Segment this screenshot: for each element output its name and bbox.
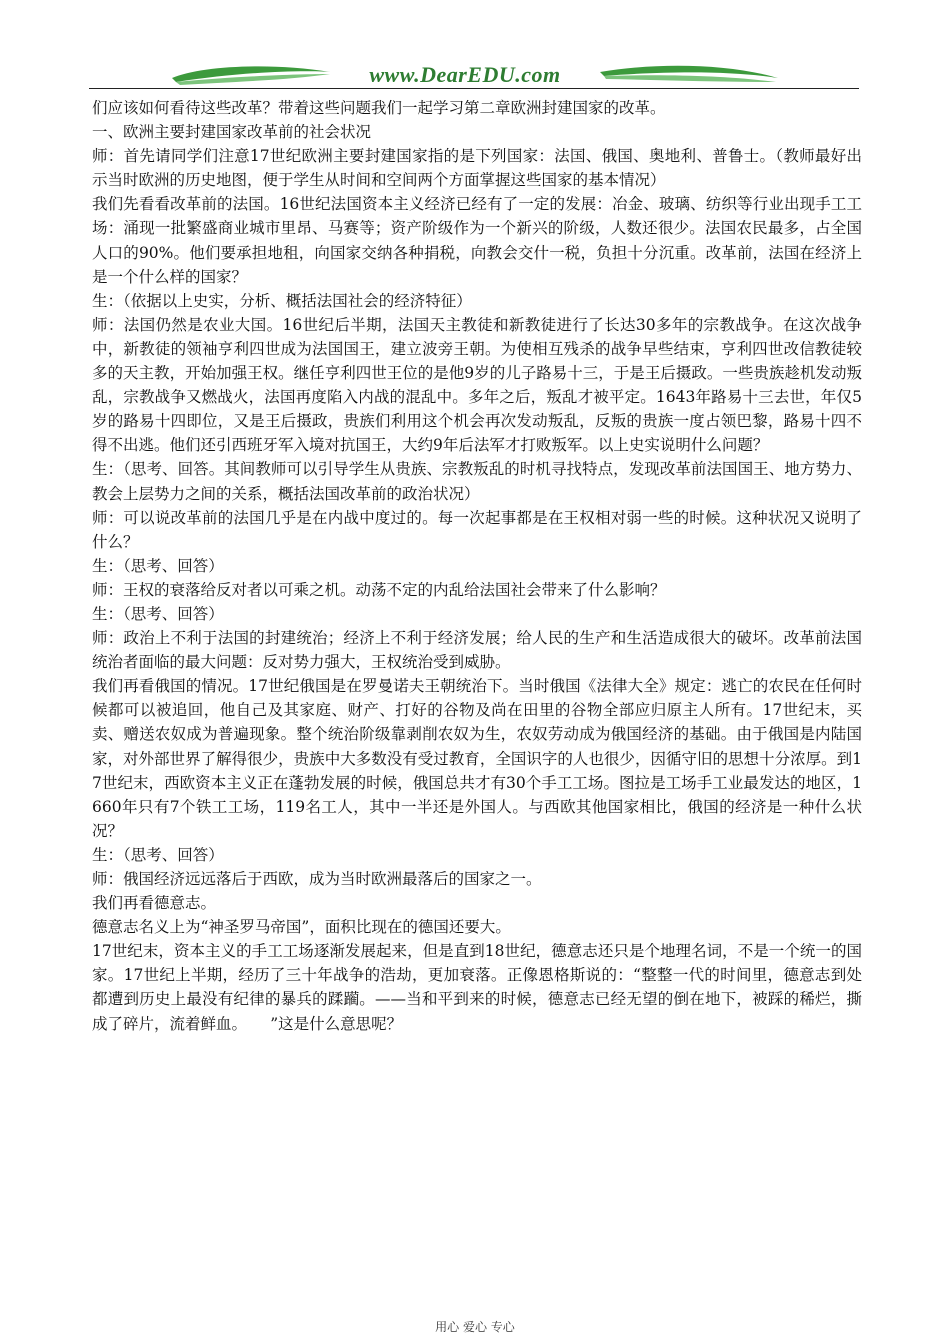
page-header xyxy=(0,52,950,96)
paragraph: 生：（思考、回答） xyxy=(92,556,224,575)
paragraph: 师：政治上不利于法国的封建统治；经济上不利于经济发展；给人民的生产和生活造成很大的破坏。改革前法国统治者面临的最大问题：反对势力强大，王权统治受到威胁。 xyxy=(92,629,862,672)
right-swoosh-shadow xyxy=(604,75,776,82)
site-logo: www.DearEDU.com xyxy=(369,62,561,87)
paragraph: 师：可以说改革前的法国几乎是在内战中度过的。每一次起事都是在王权相对弱一些的时候。这种状况又说明了什么？ xyxy=(92,508,862,551)
paragraph: 师：王权的衰落给反对者以可乘之机。动荡不定的内乱给法国社会带来了什么影响？ xyxy=(92,580,666,599)
paragraph: 17世纪末，资本主义的手工工场逐渐发展起来，但是直到18世纪，德意志还只是个地理名词，不是一个统一的国家。17世纪上半期，经历了三十年战争的浩劫，更加衰落。正像恩格斯说的：“整整一代的时间里，德意志到处都遭到历史上最没有纪律的暴兵的蹂躏。——当和平到来的时候，德意志已经无望的倒在地下，被踩的稀烂，撕成了碎片，流着鲜血。 ”这是什么意思呢？ xyxy=(92,942,862,1033)
paragraph: 德意志名义上为“神圣罗马帝国”，面积比现在的德国还要大。 xyxy=(92,918,511,937)
paragraph: 生：（思考、回答） xyxy=(92,845,224,864)
paragraph: 师：法国仍然是农业大国。16世纪后半期，法国天主教徒和新教徒进行了长达30多年的宗教战争。在这次战争中，新教徒的领袖亨利四世成为法国国王，建立波旁王朝。为使相互残杀的战争早些结束，亨利四世改信教徒较多的天主教，开始加强王权。继任亨利四世王位的是他9岁的儿子路易十三，于是王后摄政。一些贵族趁机发动叛乱，宗教战争又燃战火，法国再度陷入内战的混乱中。多年之后，叛乱才被平定。1643年路易十三去世，年仅5岁的路易十四即位，又是王后摄政，贵族们利用这个机会再次发动叛乱，反叛的贵族一度占领巴黎，路易十四不得不出逃。他们还引西班牙军入境对抗国王，大约9年后法军才打败叛军。以上史实说明什么问题？ xyxy=(92,315,862,455)
paragraph: 师：首先请同学们注意17世纪欧洲主要封建国家指的是下列国家：法国、俄国、奥地利、普鲁士。（教师最好出示当时欧洲的历史地图，便于学生从时间和空间两个方面掌握这些国家的基本情况） xyxy=(92,147,862,190)
section-heading: 一、欧洲主要封建国家改革前的社会状况 xyxy=(92,123,372,142)
header-rule xyxy=(89,88,859,89)
paragraph: 生：（思考、回答） xyxy=(92,604,224,623)
paragraph: 生：（依据以上史实，分析、概括法国社会的经济特征） xyxy=(92,291,472,310)
paragraph: 我们再看德意志。 xyxy=(92,894,217,913)
document-body xyxy=(92,96,862,1036)
paragraph: 师：俄国经济远远落后于西欧，成为当时欧洲最落后的国家之一。 xyxy=(92,870,542,888)
page-footer: 用心 爱心 专心 xyxy=(435,1320,515,1334)
paragraph: 我们先看看改革前的法国。16世纪法国资本主义经济已经有了一定的发展：冶金、玻璃、纺织等行业出现手工工场：涌现一批繁盛商业城市里昂、马赛等；资产阶级作为一个新兴的阶级，人数还很少。法国农民最多，占全国人口的90%。他们要承担地租，向国家交纳各种捐税，向教会交什一税，负担十分沉重。改革前，法国在经济上是一个什么样的国家？ xyxy=(92,195,862,286)
paragraph: 们应该如何看待这些改革？带着这些问题我们一起学习第二章欧洲封建国家的改革。 xyxy=(92,99,666,117)
paragraph: 生：（思考、回答。其间教师可以引导学生从贵族、宗教叛乱的时机寻找特点，发现改革前法国国王、地方势力、教会上层势力之间的关系，概括法国改革前的政治状况） xyxy=(92,460,862,503)
paragraph: 我们再看俄国的情况。17世纪俄国是在罗曼诺夫王朝统治下。当时俄国《法律大全》规定：逃亡的农民在任何时候都可以被追回，他自己及其家庭、财产、打好的谷物及尚在田里的谷物全部应归原主人所有。17世纪末，买卖、赠送农奴成为普遍现象。整个统治阶级靠剥削农奴为生，农奴劳动成为俄国经济的基础。由于俄国是内陆国家，对外部世界了解得很少，贵族中大多数没有受过教育，全国识字的人也很少，因循守旧的思想十分浓厚。到17世纪末，西欧资本主义正在蓬勃发展的时候，俄国总共才有30个手工工场。图拉是工场手工业最发达的地区，1660年只有7个铁工工场，119名工人，其中一半还是外国人。与西欧其他国家相比，俄国的经济是一种什么状况？ xyxy=(92,677,862,840)
